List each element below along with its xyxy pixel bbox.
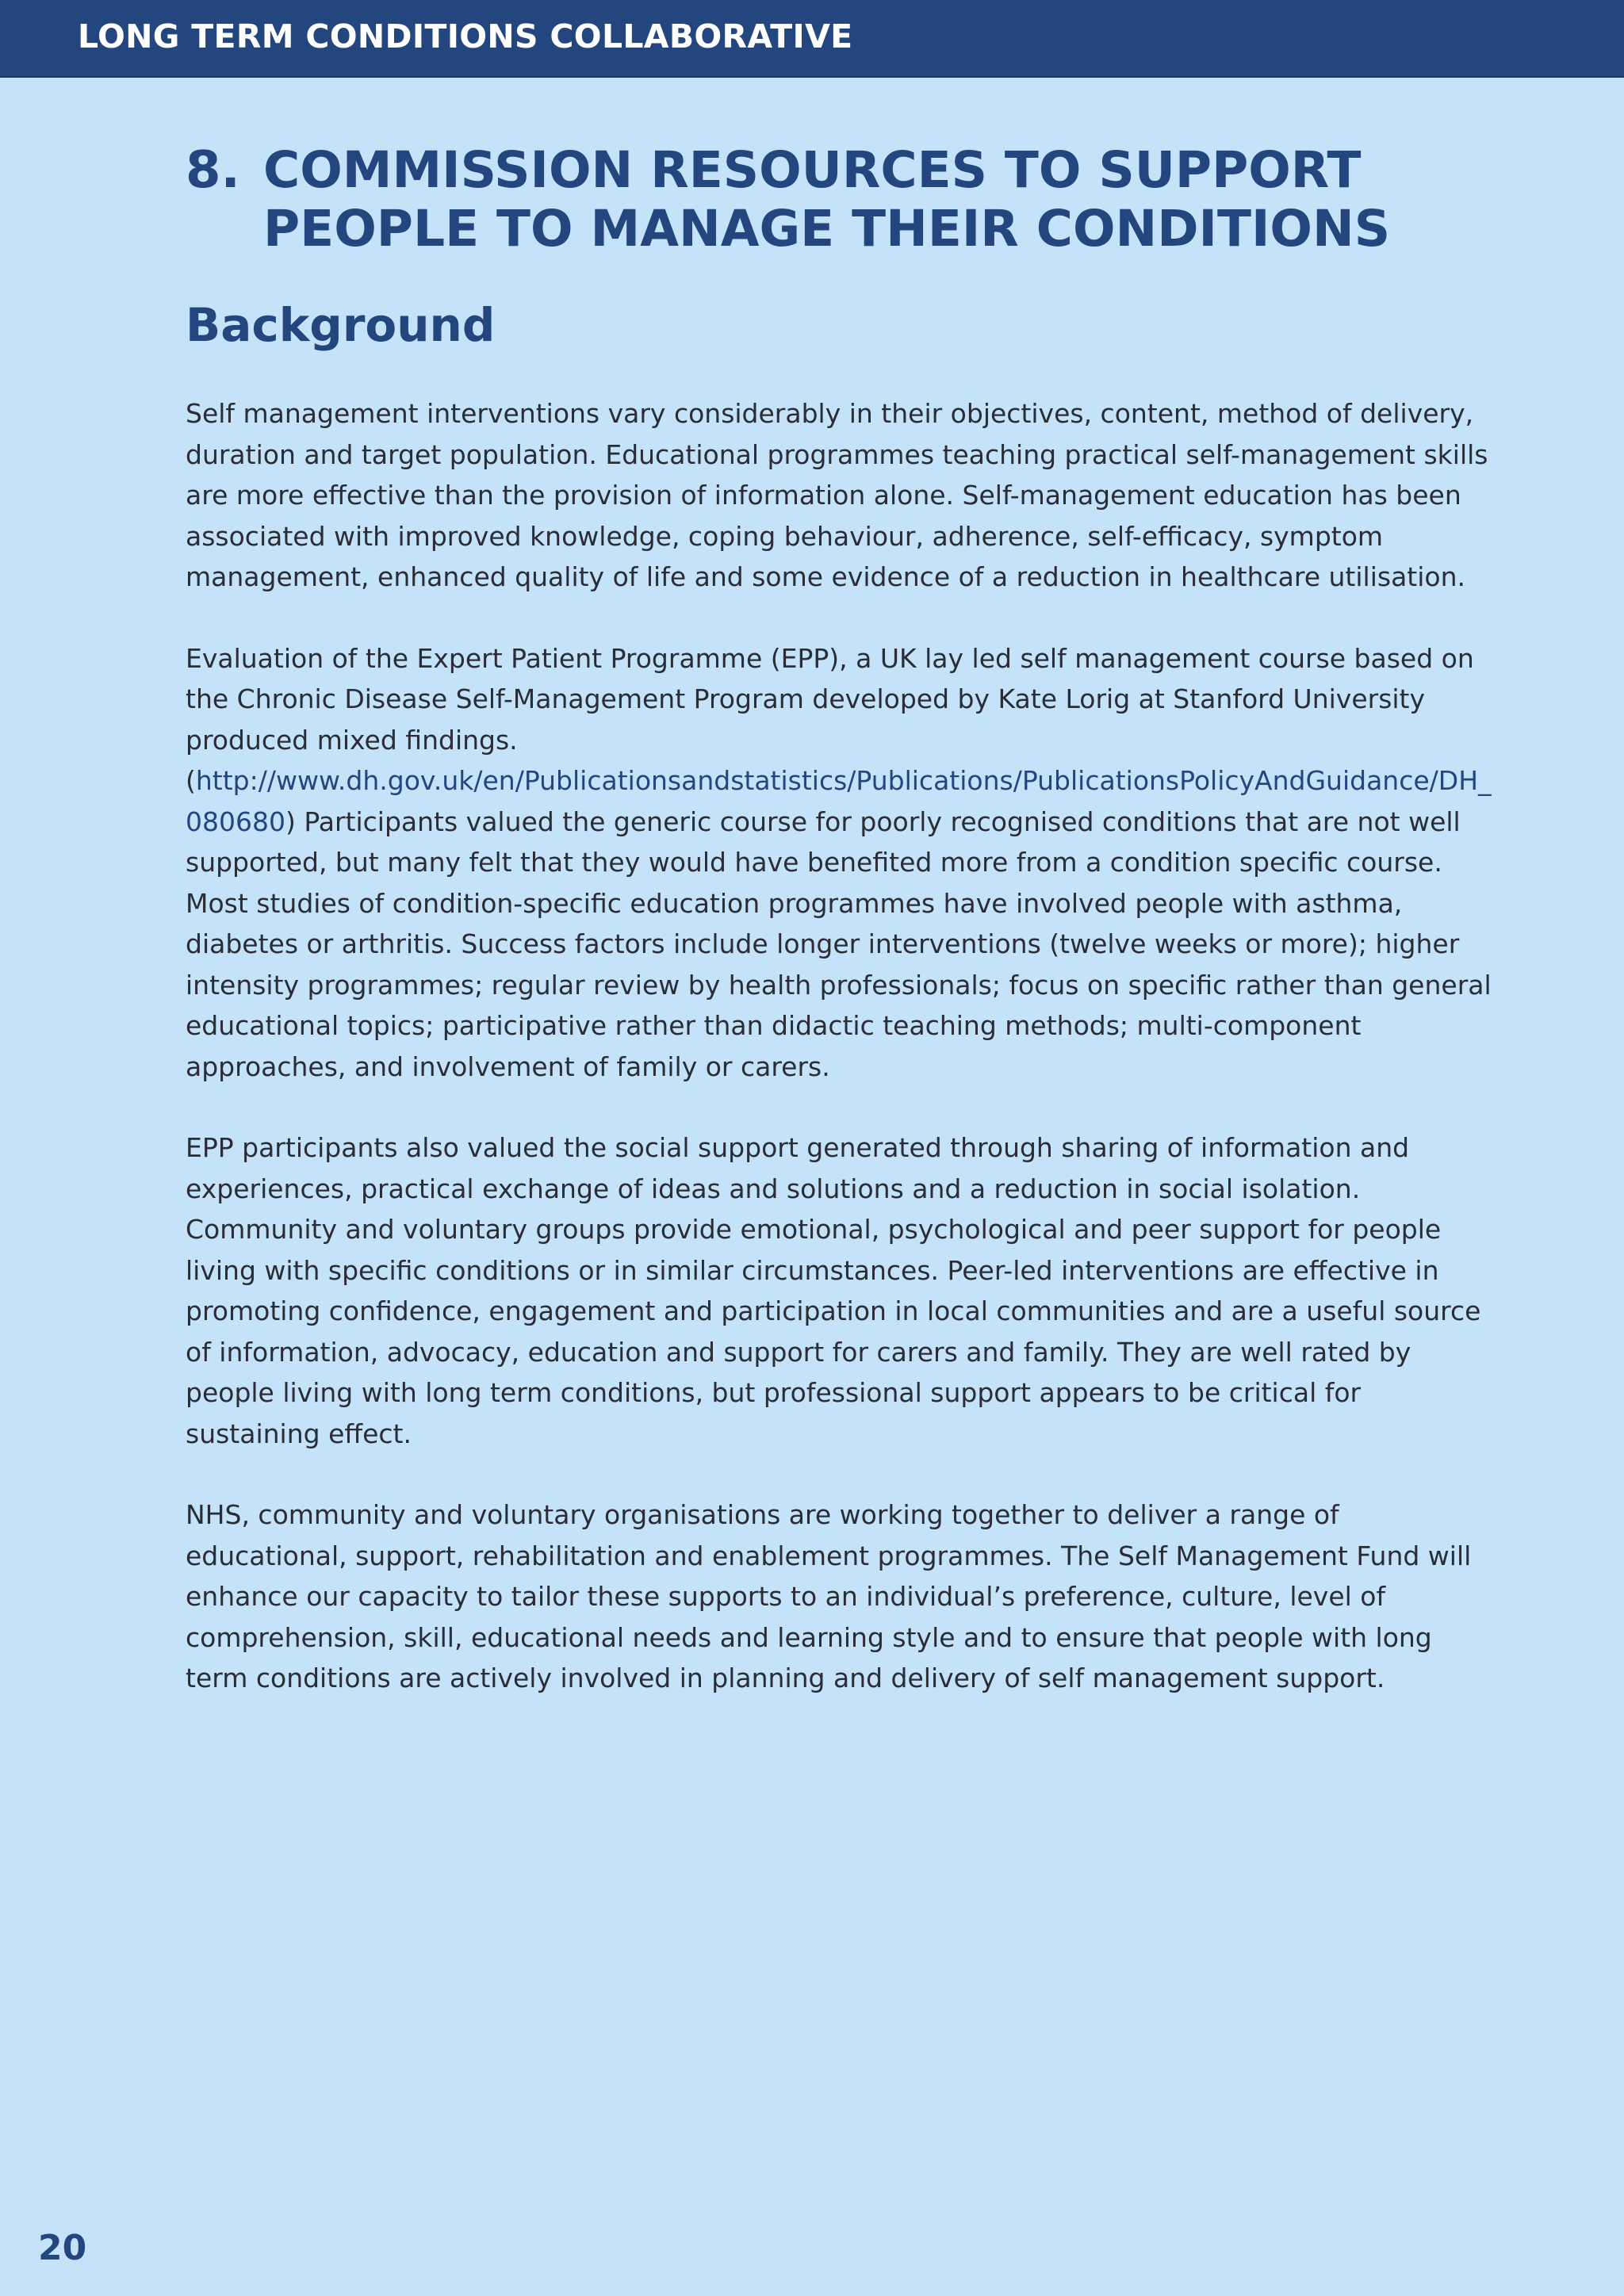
paragraph-3: EPP participants also valued the social support generated through sharing of information and experiences, practical exchange of ideas and solutions and a reduction in social isolation. Community and voluntary groups provide emotional, psychological and peer support for people living with specific conditions or in similar circumstances. Peer-led interventions are effective in promoting confidence, engagement and participation in local communities and are a useful source of information, advocacy, education and support for carers and family. They are well rated by people living with long term conditions, but professional support appears to be critical for sustaining effect. xyxy=(186,1132,1481,1449)
section-number: 8. xyxy=(186,141,240,200)
paragraph-2-rest: Participants valued the generic course for poorly recognised conditions that are not well supported, but many felt that they would have benefited more from a condition specific course. Most studies of condition-specific education programmes have involved people with asthma, diabetes or arthritis. Success factors include longer interventions (twelve weeks or more); higher intensity programmes; regular review by health professionals; focus on specific rather than general educational topics; participative rather than didactic teaching methods; multi-component approaches, and involvement of family or carers. xyxy=(186,806,1492,1082)
link-open-paren: ( xyxy=(186,765,196,796)
dh-publication-link[interactable]: http://www.dh.gov.uk/en/Publicationsandstatistics/Publications/PublicationsPolicyAndGuidance/DH_080680 xyxy=(186,765,1492,837)
paragraph-2-intro: Evaluation of the Expert Patient Programme (EPP), a UK lay led self management course based on the Chronic Disease Self-Management Program developed by Kate Lorig at Stanford University produced mixed findings. xyxy=(186,642,1474,756)
body-text xyxy=(186,393,1502,1739)
page-number: 20 xyxy=(38,2228,87,2268)
header-bar xyxy=(0,0,1624,78)
subheading-background: Background xyxy=(186,298,496,352)
paragraph-1: Self management interventions vary considerably in their objectives, content, method of delivery, duration and target population. Educational programmes teaching practical self-management skills are more effective than the provision of information alone. Self-management education has been associated with improved knowledge, coping behaviour, adherence, self-efficacy, symptom management, enhanced quality of life and some evidence of a reduction in healthcare utilisation. xyxy=(186,398,1488,592)
link-close-paren: ) xyxy=(285,806,296,837)
paragraph-2 xyxy=(186,638,1502,1088)
paragraph-4: NHS, community and voluntary organisations are working together to deliver a range of educational, support, rehabilitation and enablement programmes. The Self Management Fund will enhance our capacity to tailor these supports to an individual’s preference, culture, level of comprehension, skill, educational needs and learning style and to ensure that people with long term conditions are actively involved in planning and delivery of self management support. xyxy=(186,1499,1472,1693)
section-title: COMMISSION RESOURCES TO SUPPORT PEOPLE TO MANAGE THEIR CONDITIONS xyxy=(263,141,1391,258)
header-title: LONG TERM CONDITIONS COLLABORATIVE xyxy=(78,17,853,55)
